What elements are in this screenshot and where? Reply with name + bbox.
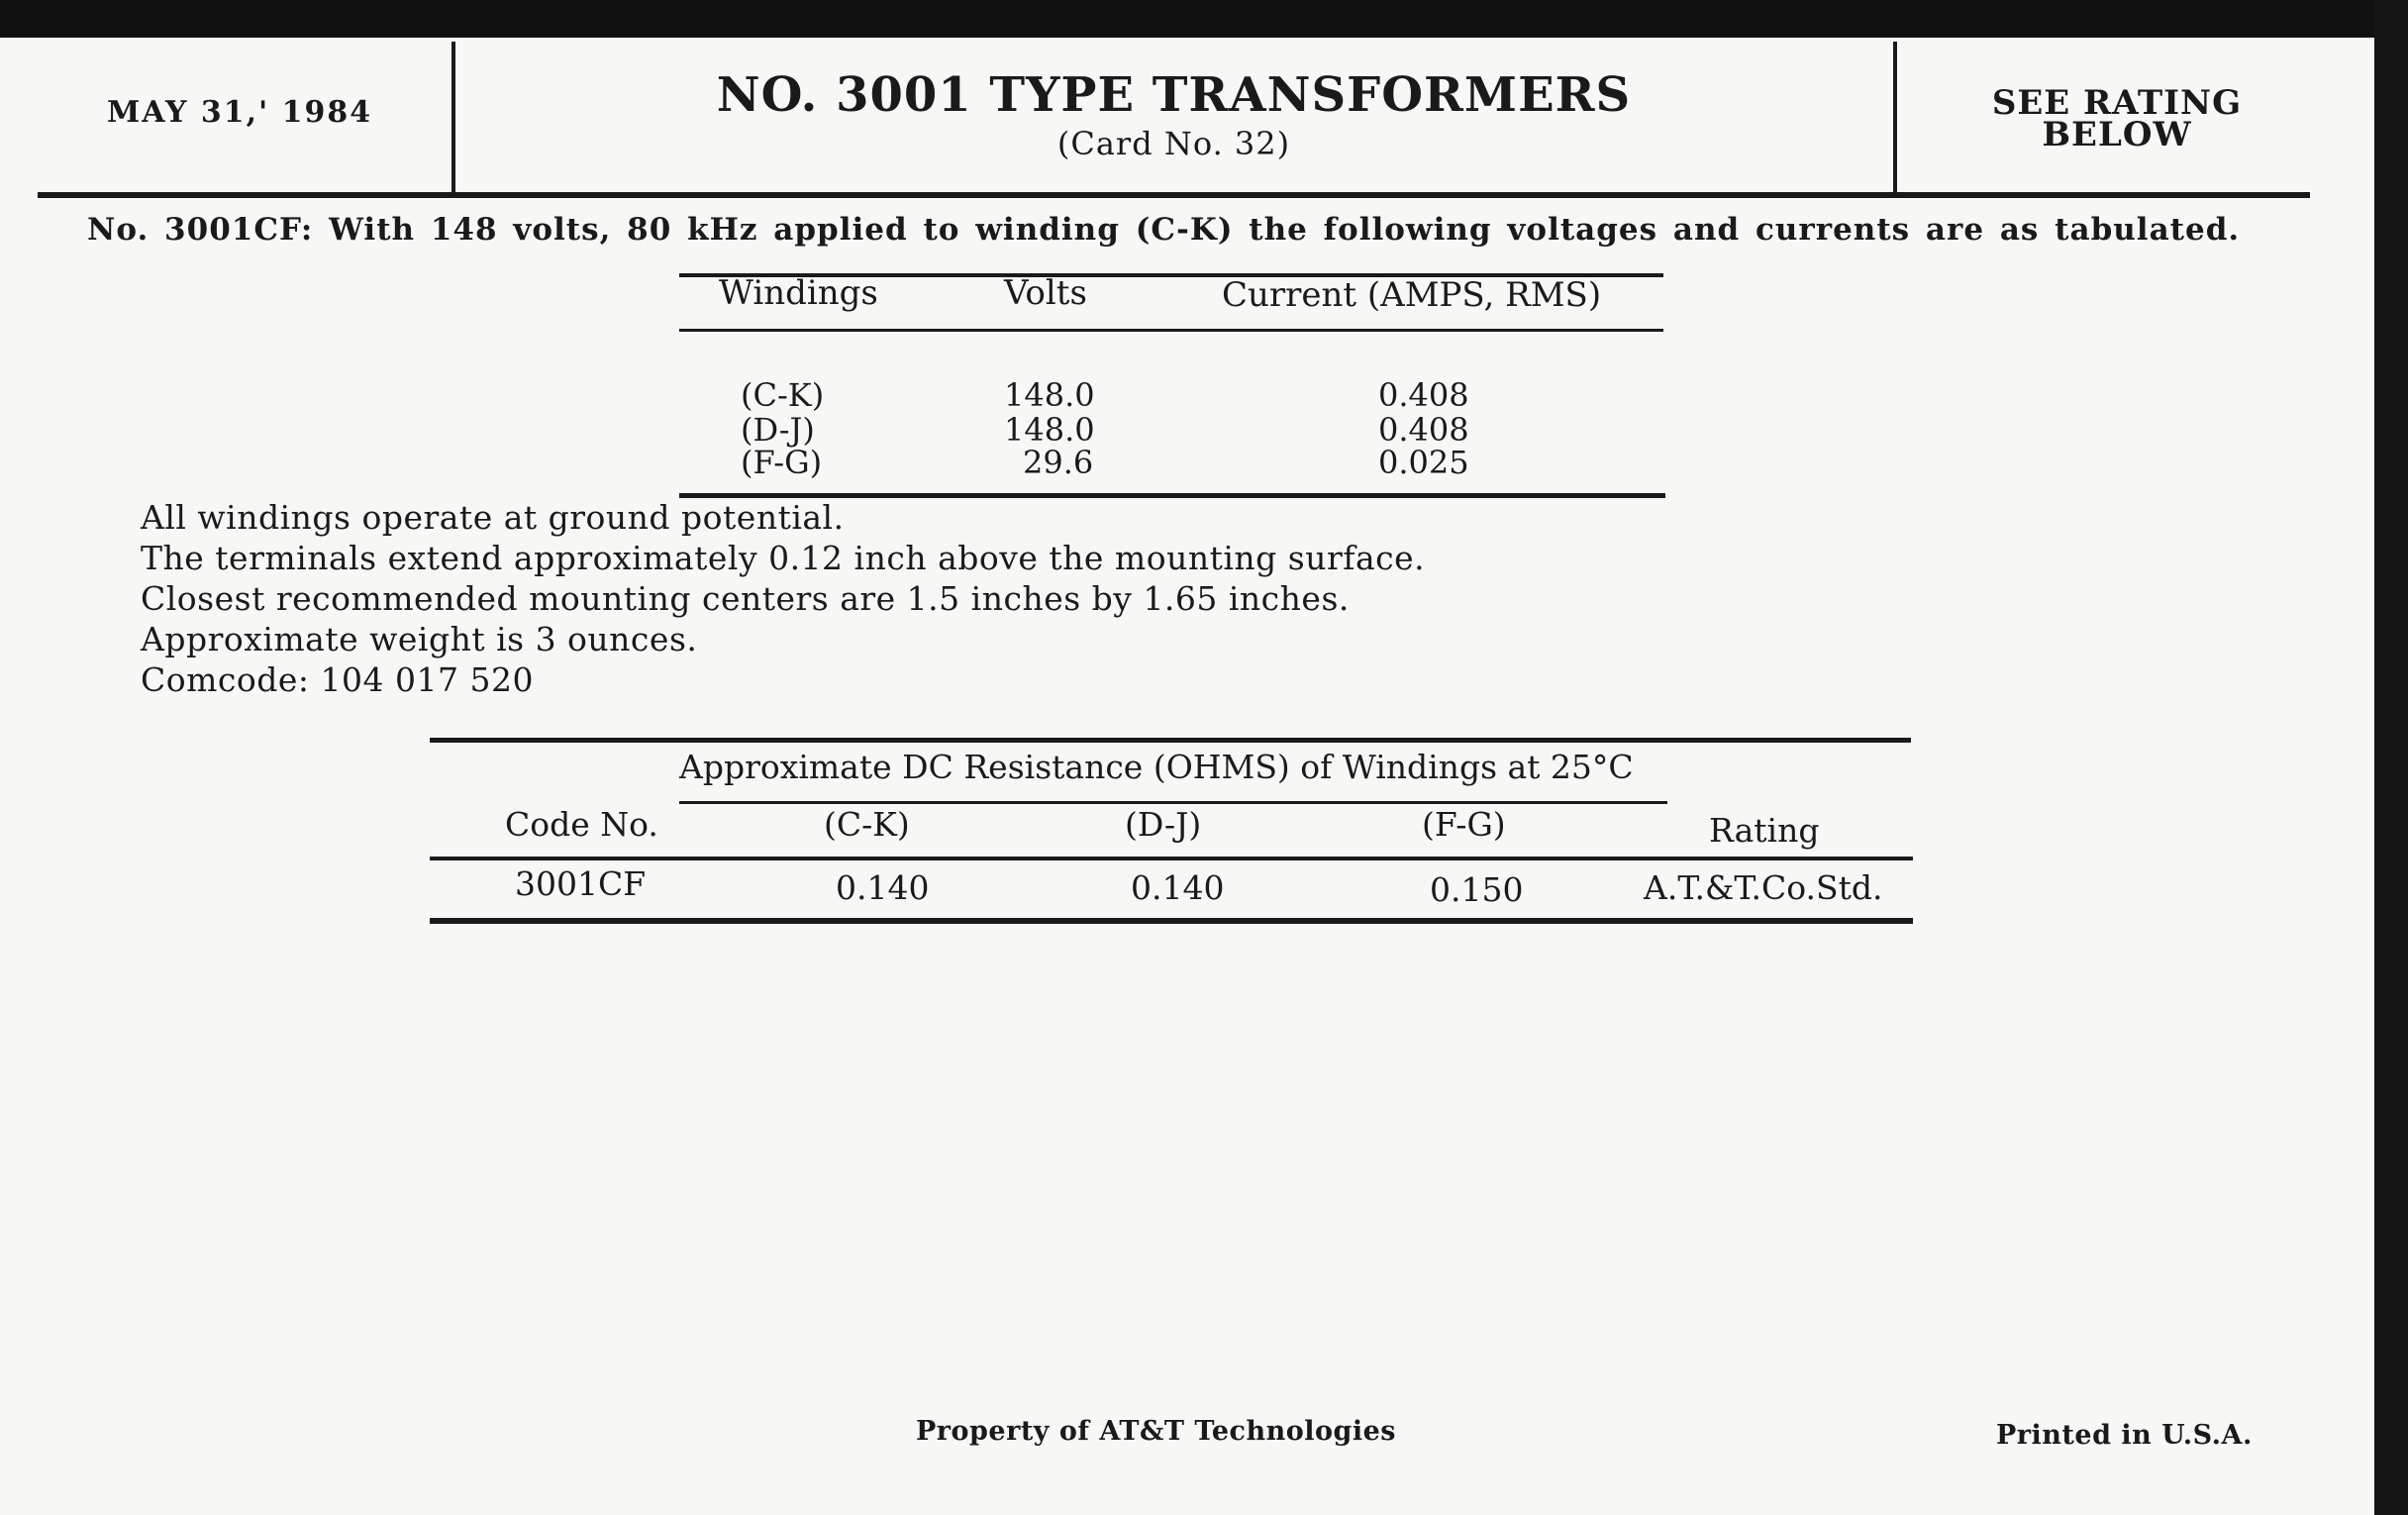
voltage-current-table bbox=[679, 273, 1663, 501]
spec-card bbox=[0, 38, 2374, 1515]
table-row bbox=[1004, 376, 1095, 414]
table-row bbox=[1378, 376, 1469, 414]
note-mounting-centers: Closest recommended mounting centers are 1.5 inches by 1.65 inches. bbox=[141, 579, 1350, 618]
printed-in: Printed in U.S.A. bbox=[1996, 1420, 2253, 1451]
issue-date: MAY 31,' 1984 bbox=[107, 95, 373, 130]
winding-cell: (C-K) bbox=[741, 376, 825, 414]
card-title: NO. 3001 TYPE TRANSFORMERS bbox=[716, 67, 1632, 123]
table-bottom-rule bbox=[430, 918, 1913, 924]
rating-line-1: SEE RATING bbox=[1991, 83, 2243, 123]
note-terminals: The terminals extend approximately 0.12 inch above the mounting surface. bbox=[141, 539, 1426, 577]
card-number: (Card No. 32) bbox=[1056, 125, 1291, 162]
group-header: Approximate DC Resistance (OHMS) of Windings at 25°C bbox=[679, 748, 1634, 786]
scan-right-border bbox=[2374, 0, 2408, 1515]
dj-cell: 0.140 bbox=[1131, 868, 1225, 907]
table-top-rule bbox=[430, 738, 1911, 743]
table-row bbox=[741, 376, 825, 414]
current-cell: 0.408 bbox=[1378, 411, 1469, 449]
table-row bbox=[741, 411, 815, 449]
fg-cell: 0.150 bbox=[1430, 870, 1524, 909]
col-header-windings: Windings bbox=[719, 273, 878, 313]
col-header-dj: (D-J) bbox=[1125, 805, 1202, 844]
col-header-rating: Rating bbox=[1709, 811, 1820, 850]
notes-list bbox=[141, 497, 1425, 700]
volts-cell: 148.0 bbox=[1004, 376, 1095, 414]
note-comcode: Comcode: 104 017 520 bbox=[141, 660, 534, 699]
ck-cell: 0.140 bbox=[836, 868, 930, 907]
table-row bbox=[1023, 444, 1094, 481]
col-header-current: Current (AMPS, RMS) bbox=[1222, 275, 1602, 315]
rating-cell: A.T.&T.Co.Std. bbox=[1644, 868, 1883, 907]
table-row bbox=[1378, 444, 1469, 481]
volts-cell: 148.0 bbox=[1004, 411, 1095, 449]
table-row bbox=[1004, 411, 1095, 449]
scan-top-border bbox=[0, 0, 2408, 38]
resistance-table bbox=[430, 738, 1911, 926]
col-header-volts: Volts bbox=[1004, 273, 1087, 313]
group-header-rule bbox=[679, 801, 1667, 804]
winding-cell: (F-G) bbox=[741, 444, 823, 481]
col-header-code: Code No. bbox=[505, 805, 658, 844]
note-ground-potential: All windings operate at ground potential. bbox=[141, 498, 845, 537]
code-cell: 3001CF bbox=[515, 864, 647, 903]
rating-line-2: BELOW bbox=[2042, 115, 2192, 154]
table-row bbox=[1378, 411, 1469, 449]
table-row bbox=[741, 444, 823, 481]
table-header-rule bbox=[430, 857, 1913, 860]
col-header-fg: (F-G) bbox=[1422, 805, 1506, 844]
col-header-ck: (C-K) bbox=[824, 805, 910, 844]
property-notice: Property of AT&T Technologies bbox=[916, 1416, 1396, 1447]
table-header-rule bbox=[679, 329, 1663, 332]
current-cell: 0.025 bbox=[1378, 444, 1469, 481]
card-header bbox=[38, 38, 2310, 198]
note-weight: Approximate weight is 3 ounces. bbox=[141, 620, 698, 658]
current-cell: 0.408 bbox=[1378, 376, 1469, 414]
volts-cell: 29.6 bbox=[1023, 444, 1094, 481]
winding-cell: (D-J) bbox=[741, 411, 815, 449]
rating-note bbox=[1939, 83, 2295, 154]
intro-paragraph: No. 3001CF: With 148 volts, 80 kHz applied to winding (C-K) the following voltages and currents are as tabulated. bbox=[87, 212, 2241, 248]
